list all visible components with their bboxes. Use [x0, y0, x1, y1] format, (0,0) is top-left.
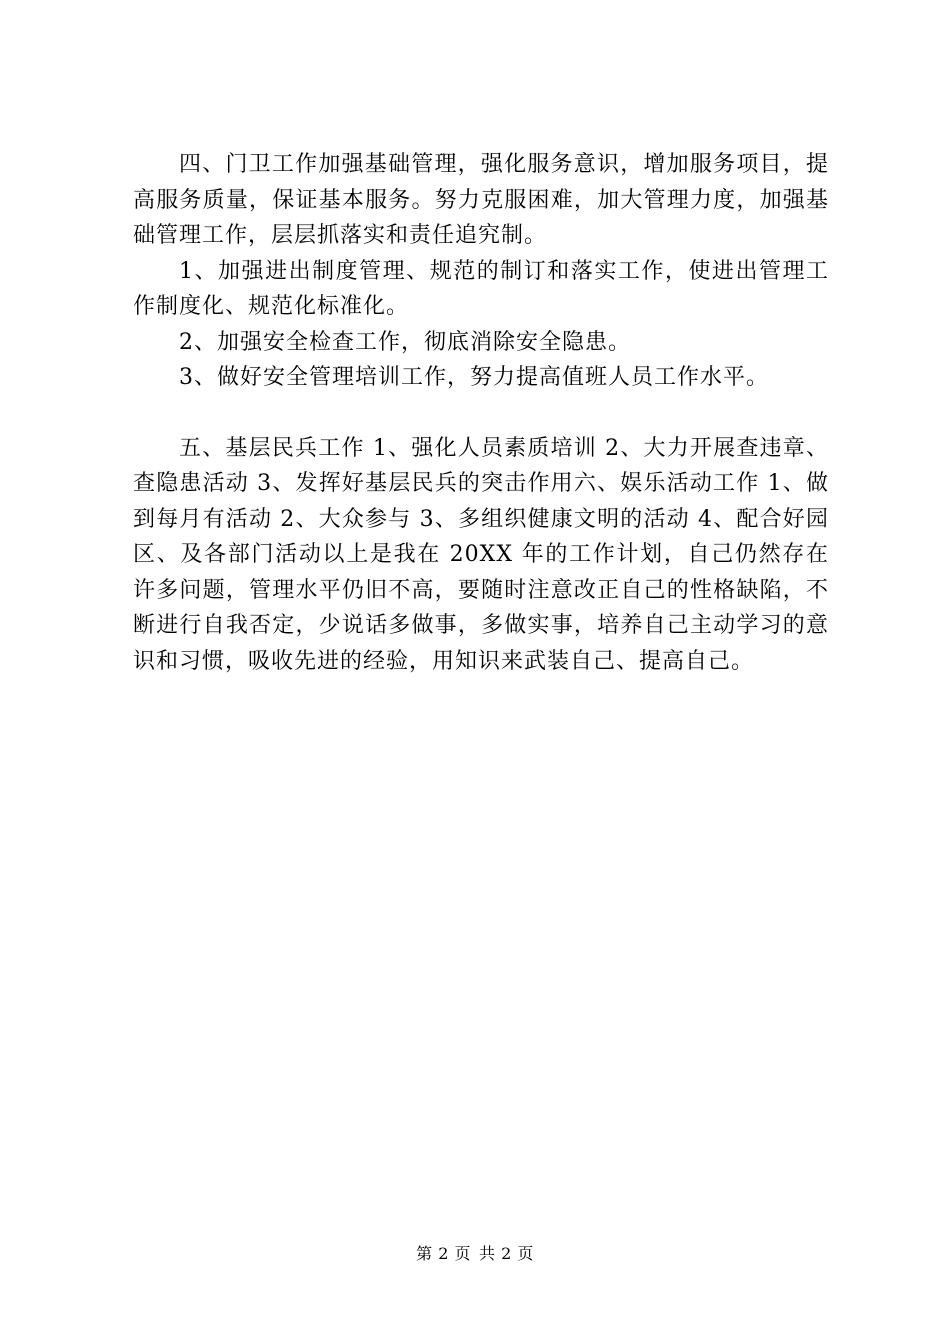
- paragraph-item-3: 3、做好安全管理培训工作，努力提高值班人员工作水平。: [179, 365, 769, 390]
- paragraph-item-1: 1、加强进出制度管理、规范的制订和落实工作，使进出管理工作制度化、规范化标准化。: [133, 258, 829, 319]
- document-body: [133, 147, 829, 679]
- paragraph-section-5: 五、基层民兵工作 1、强化人员素质培训 2、大力开展查违章、查隐患活动 3、发挥好基层民兵的突击作用六、娱乐活动工作 1、做到每月有活动 2、大众参与 3、多组织健康文明的活动 4、配合好园区、及各部门活动以上是我在 20XX 年的工作计划，自己仍然存在许多问题，管理水平仍旧不高，要随时注意改正自己的性格缺陷，不断进行自我否定，少说话多做事，多做实事，培养自己主动学习的意识和习惯，吸收先进的经验，用知识来武装自己、提高自己。: [133, 435, 829, 674]
- paragraph-section-4: 四、门卫工作加强基础管理，强化服务意识，增加服务项目，提高服务质量，保证基本服务。努力克服困难，加大管理力度，加强基础管理工作，层层抓落实和责任追究制。: [133, 152, 829, 248]
- page-total: 共 2 页: [479, 1244, 534, 1263]
- page-number: 第 2 页: [416, 1244, 471, 1263]
- paragraph-item-2: 2、加强安全检查工作，彻底消除安全隐患。: [179, 329, 631, 355]
- page-footer: [0, 1242, 950, 1266]
